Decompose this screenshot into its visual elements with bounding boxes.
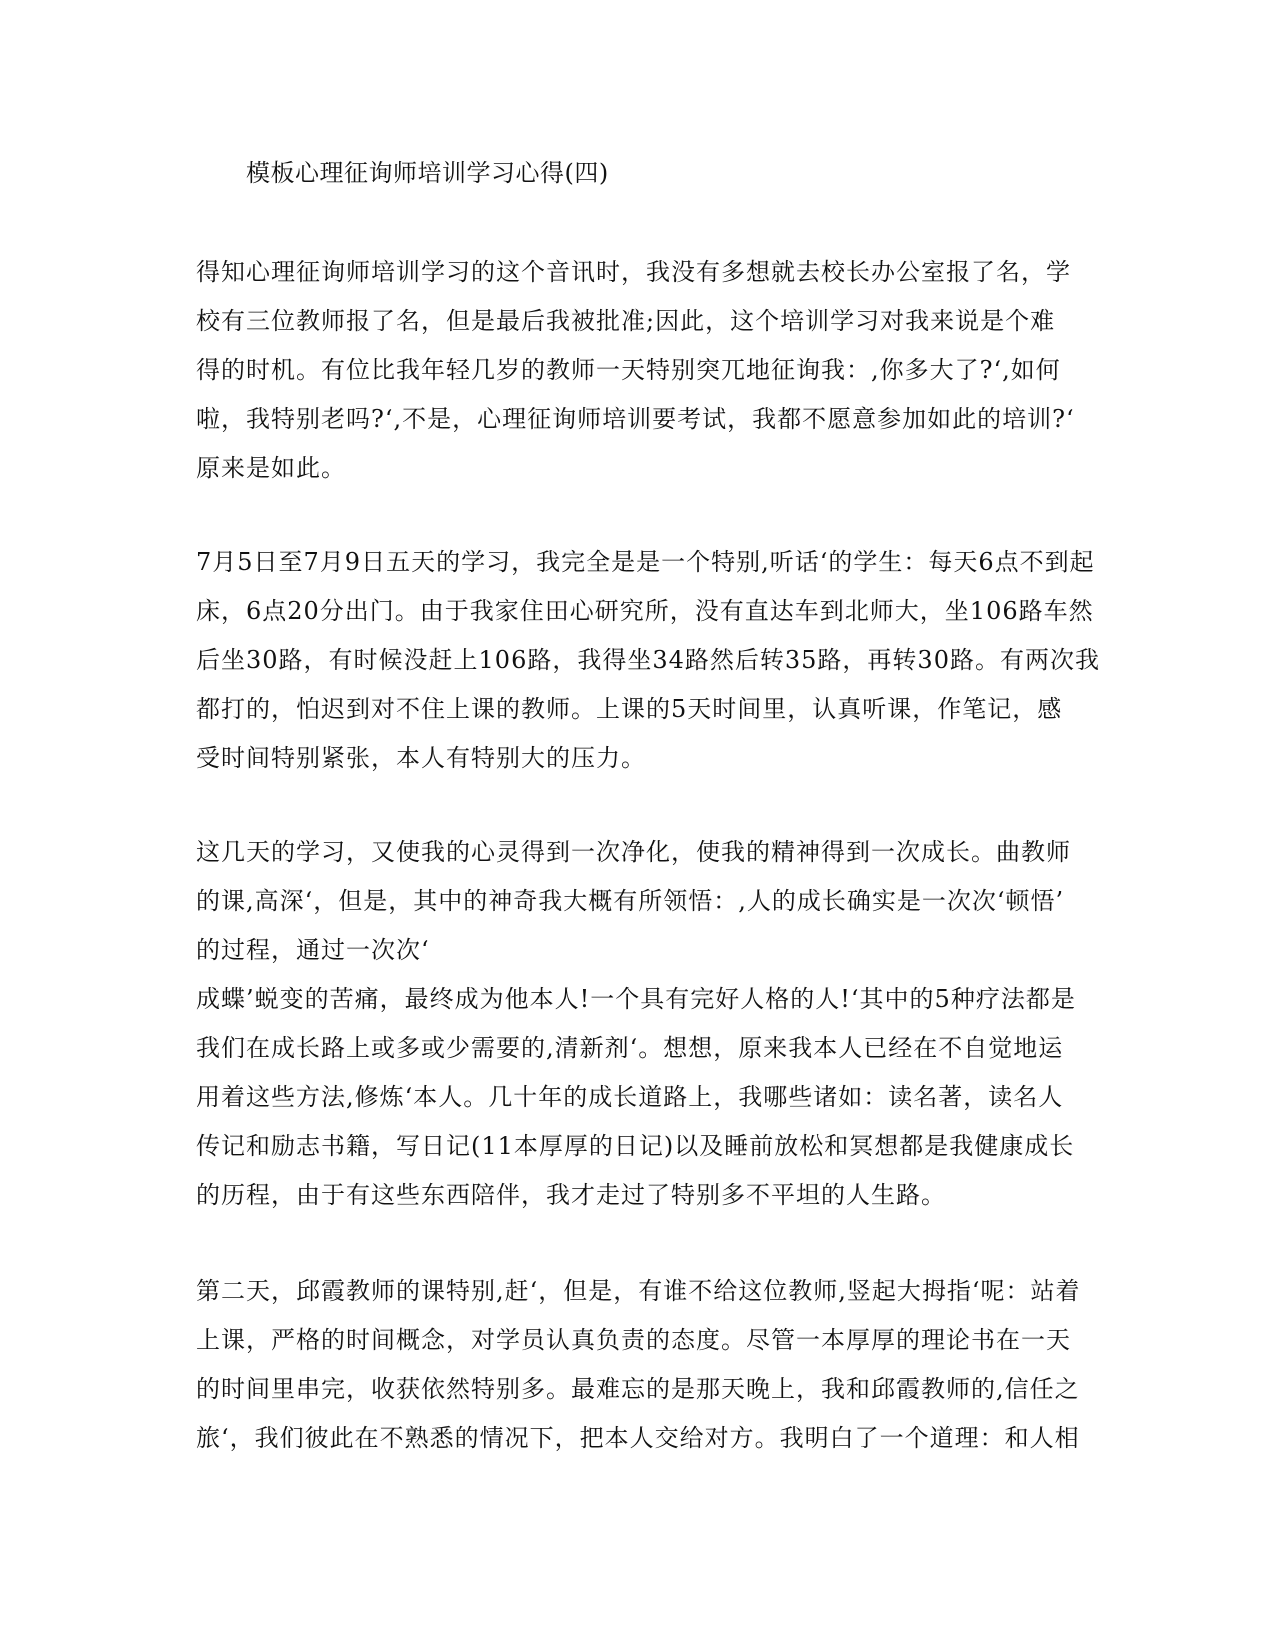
paragraph-line: 旅‘，我们彼此在不熟悉的情况下，把本人交给对方。我明白了一个道理：和人相 [196, 1424, 1080, 1452]
paragraph-line: 的过程，通过一次次‘ [196, 936, 430, 964]
paragraph-2 [196, 538, 1100, 783]
paragraph-line: 我们在成长路上或多或少需要的,清新剂‘。想想，原来我本人已经在不自觉地运 [196, 1034, 1064, 1062]
paragraph-line: 啦，我特别老吗?‘,不是，心理征询师培训要考试，我都不愿意参加如此的培训?‘ [196, 405, 1075, 433]
paragraph-line: 第二天，邱霞教师的课特别,赶‘，但是，有谁不给这位教师,竖起大拇指‘呢：站着 [196, 1277, 1081, 1305]
paragraph-line: 都打的，怕迟到对不住上课的教师。上课的5天时间里，认真听课，作笔记，感 [196, 695, 1063, 723]
paragraph-line: 这几天的学习，又使我的心灵得到一次净化，使我的精神得到一次成长。曲教师 [196, 838, 1071, 866]
paragraph-line: 的课,高深‘，但是，其中的神奇我大概有所领悟：,人的成长确实是一次次‘顿悟’ [196, 887, 1065, 915]
paragraph-line: 校有三位教师报了名，但是最后我被批准;因此，这个培训学习对我来说是个难 [196, 307, 1056, 335]
paragraph-line: 床，6点20分出门。由于我家住田心研究所，没有直达车到北师大，坐106路车然 [196, 597, 1094, 625]
paragraph-line: 传记和励志书籍，写日记(11本厚厚的日记)以及睡前放松和冥想都是我健康成长 [196, 1132, 1075, 1160]
document-title: 模板心理征询师培训学习心得(四) [246, 159, 609, 187]
paragraph-line: 上课，严格的时间概念，对学员认真负责的态度。尽管一本厚厚的理论书在一天 [196, 1326, 1071, 1354]
paragraph-line: 原来是如此。 [196, 454, 346, 482]
paragraph-line: 的时间里串完，收获依然特别多。最难忘的是那天晚上，我和邱霞教师的,信任之 [196, 1375, 1080, 1403]
paragraph-3 [196, 828, 1076, 1220]
paragraph-line: 得知心理征询师培训学习的这个音讯时，我没有多想就去校长办公室报了名，学 [196, 258, 1071, 286]
paragraph-line: 的历程，由于有这些东西陪伴，我才走过了特别多不平坦的人生路。 [196, 1181, 946, 1209]
paragraph-4 [196, 1267, 1081, 1463]
paragraph-1 [196, 248, 1076, 493]
paragraph-line: 受时间特别紧张，本人有特别大的压力。 [196, 744, 646, 772]
paragraph-line: 7月5日至7月9日五天的学习，我完全是是一个特别,听话‘的学生：每天6点不到起 [196, 548, 1095, 576]
paragraph-line: 用着这些方法,修炼‘本人。几十年的成长道路上，我哪些诸如：读名著，读名人 [196, 1083, 1064, 1111]
paragraph-line: 成蝶’蜕变的苦痛，最终成为他本人!一个具有完好人格的人!‘其中的5种疗法都是 [196, 985, 1076, 1013]
paragraph-line: 后坐30路，有时候没赶上106路，我得坐34路然后转35路，再转30路。有两次我 [196, 646, 1100, 674]
paragraph-line: 得的时机。有位比我年轻几岁的教师一天特别突兀地征询我：,你多大了?‘,如何 [196, 356, 1061, 384]
